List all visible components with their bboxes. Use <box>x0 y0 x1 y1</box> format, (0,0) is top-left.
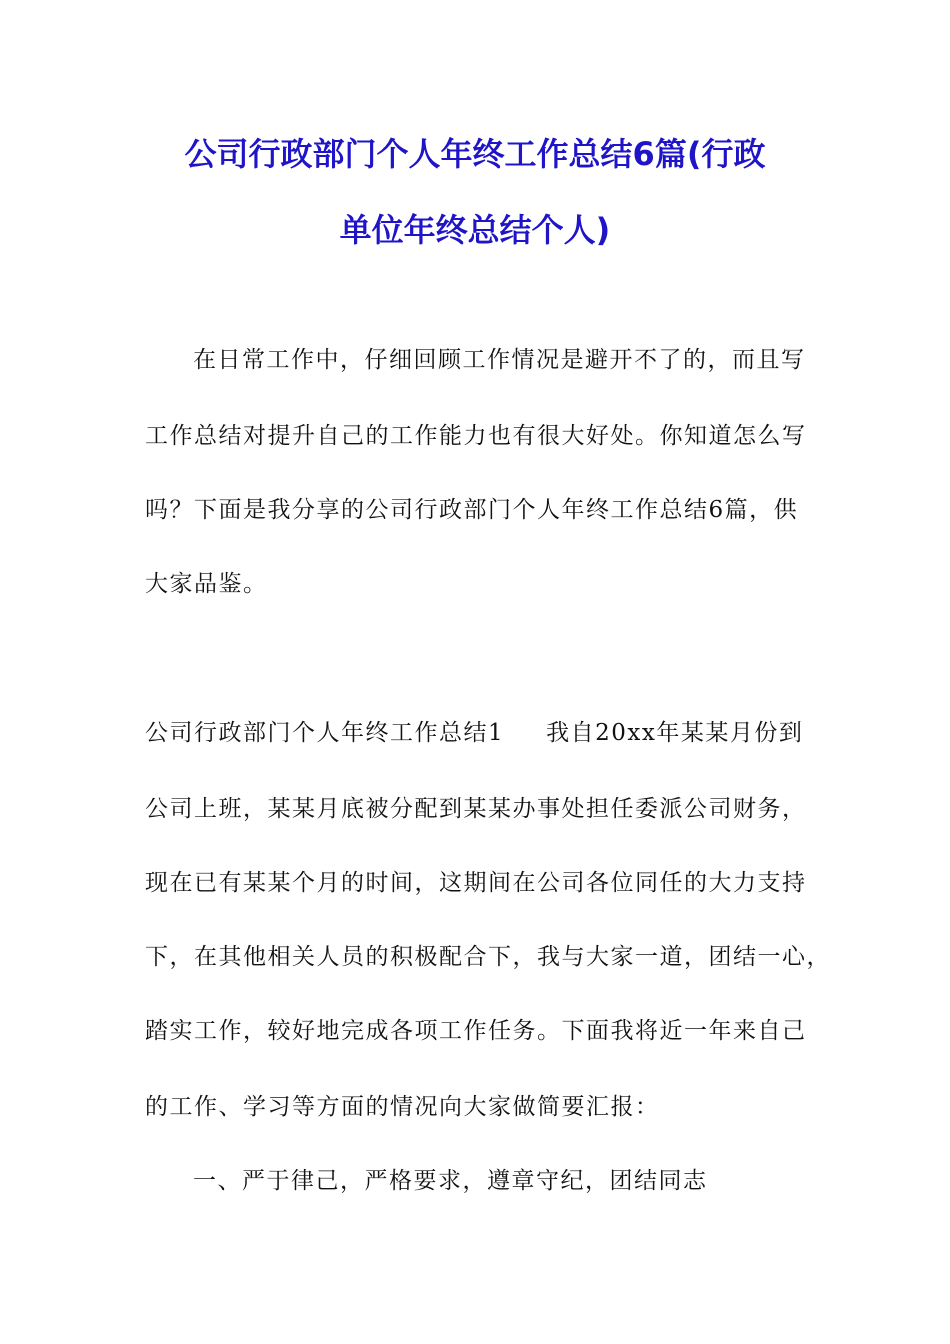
document-title-line-1: 公司行政部门个人年终工作总结6篇(行政 <box>184 135 766 173</box>
section-1-line: 公司上班，某某月底被分配到某某办事处担任委派公司财务， <box>145 796 807 822</box>
section-1-line: 踏实工作，较好地完成各项工作任务。下面我将近一年来自己 <box>145 1018 807 1044</box>
intro-line-4: 大家品鉴。 <box>145 571 268 597</box>
section-1-line: 现在已有某某个月的时间，这期间在公司各位同任的大力支持 <box>145 870 807 896</box>
section-1-heading: 公司行政部门个人年终工作总结1 <box>145 720 505 746</box>
document-title-line-2: 单位年终总结个人) <box>339 211 611 249</box>
section-1-line: 的工作、学习等方面的情况向大家做简要汇报： <box>145 1094 660 1120</box>
intro-line-2: 工作总结对提升自己的工作能力也有很大好处。你知道怎么写 <box>145 423 807 449</box>
section-1-first-line <box>145 718 803 748</box>
intro-line-1: 在日常工作中，仔细回顾工作情况是避开不了的，而且写 <box>193 347 806 373</box>
section-1-subheading: 一、严于律己，严格要求，遵章守纪，团结同志 <box>193 1168 708 1194</box>
section-1-opening-text: 我自20xx年某某月份到 <box>546 720 804 746</box>
section-1-line: 下，在其他相关人员的积极配合下，我与大家一道，团结一心， <box>145 944 831 970</box>
intro-line-3: 吗？下面是我分享的公司行政部门个人年终工作总结6篇，供 <box>145 497 799 523</box>
